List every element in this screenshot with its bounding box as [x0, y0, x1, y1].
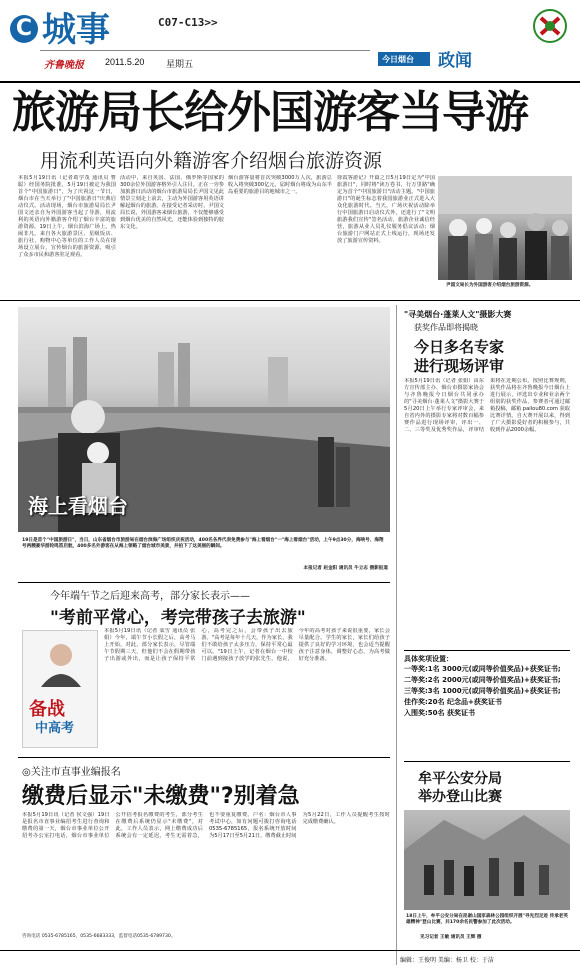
masthead	[0, 0, 580, 82]
edition-label: 今日烟台	[382, 55, 414, 64]
contest-headline-2: 进行现场评审	[414, 357, 505, 375]
climbing-caption: 18日上午，牟平公安分局在昆嵛山国家森林公园组织开展"寻先烈足迹 传承老英雄精神"登山比赛，共170余名民警参加了此次活动。	[406, 914, 568, 926]
exam-headline: "考前平常心，考完带孩子去旅游"	[50, 608, 306, 628]
exam-divider	[18, 582, 390, 583]
right-column-divider	[396, 305, 397, 965]
contest-headline: 今日多名专家	[414, 338, 505, 356]
exam-body: 本报5月19日讯（记者 栾雪 通讯员 张娟）今年，端午节小长假之后，高考马上开始，对此，部分家长表示，尽管端午节假期三天，但他们不会在假期带孩子出游或外出，而是让孩子保持平常心，高考完之后，会带孩子出去旅游。"高考是每年十几天，作为家长，我们不敢给孩子太多压力，保持平常心最可以。"19日上午，记者在烟台一中校门前遇到接孩子放学的张先生，他说，今年的高考对孩子来说很重要，家长会尽量配合。学生的家长，家长们给孩子提供了良好的学习环境，也会适当提醒孩子注意身体，调整好心态，为高考做好充分准备。	[104, 628, 390, 662]
category-label: 政闻	[438, 51, 472, 71]
section-logo-icon: C	[10, 15, 38, 43]
issue-weekday: 星期五	[166, 59, 194, 69]
fee-phone-line: 咨询电话 0535-6785165，0535-6683333，监督电话0535-6789730。	[22, 934, 176, 939]
sea-photo-overlay: 海上看烟台	[28, 494, 128, 518]
climbing-photo	[404, 810, 570, 910]
exam-badge	[22, 630, 98, 748]
prize-row: 入围奖:50名 获奖证书	[404, 709, 475, 717]
lead-column-3: 烟台游客量将首次突破3000万人次，旅游总收入将突破300亿元，届时烟台将成为山东半岛重要的旅游目的地城市之一。	[228, 175, 332, 195]
prize-title: 具体奖项设置：	[404, 655, 453, 663]
section-title: 城事	[42, 10, 110, 50]
prize-row: 一等奖:1名 3000元(或同等价值奖品)+获奖证书;	[404, 665, 561, 673]
sea-photo-credit: 本报记者 赵金阳 通讯员 牛立志 摄影报道	[303, 566, 388, 571]
lead-subheadline: 用流利英语向外籍游客介绍烟台旅游资源	[40, 150, 383, 172]
header-rule	[40, 50, 370, 51]
climbing-headline: 牟平公安分局	[418, 771, 502, 787]
header-divider	[0, 81, 580, 83]
lead-headline: 旅游局长给外国游客当导游	[12, 87, 528, 138]
lead-column-1: 本报5月19日讯（记者葛学茂 通讯员 曹聪）经国务院批准，5月19日被定为我国首个"中国旅游日"，为了庆祝这一节日，烟台市在当天举行了"中国旅游日"庆典启动仪式。活动现场，烟台市旅游局局长尹国文还亲自为外国游客当起了导游，用流利的英语向外籍游客介绍了烟台丰富的旅游资源。19日上午，烟台滨海广场上，热闹非凡。来自各大旅游景区、星级饭店、旅行社、购物中心等单位的工作人员在现场设立展台，宣传烟台的旅游资源，吸引了众多市民和游客驻足观看。	[18, 175, 116, 258]
issue-date: 2011.5.20	[105, 57, 145, 67]
exam-badge-figure-icon	[37, 641, 85, 687]
footer-editor: 编辑：王俊明 美编：杨卫 校：于洁	[400, 957, 494, 964]
lead-divider	[0, 300, 580, 301]
lead-photo-caption: 尹国文局长为外国游客介绍烟台旅游资源。	[446, 283, 534, 288]
prize-row: 三等奖:3名 1000元(或同等价值奖品)+获奖证书;	[404, 687, 561, 695]
contest-kicker: "寻美烟台·蓬莱人文"摄影大赛	[404, 310, 512, 319]
sea-photo-caption: 19日是首个"中国旅游日"，当日，山东省烟台市旅游局在烟台滨海广场组织庆祝活动，400名各界代表免费参与"海上看烟台"一"海上看烟台"活动，上午9点30分，海响号、海翔号两艘豪华游轮鸣笛启航，400多名外游客在从海上领略了烟台城市美景，并拍下了这美丽的瞬间。	[22, 538, 384, 550]
fee-divider	[18, 757, 390, 758]
exam-badge-line1: 备战	[29, 699, 65, 720]
newspaper-name: 齐鲁晚报	[44, 60, 84, 71]
lead-column-2: 活动中，来自英国、法国、俄罗斯等国家的300余位外国游客格外引人注目。正在一旁参加旅游日活动的烟台市旅游局局长尹国文见此情景立刻走上前去，主动为外国游客用英语讲解起烟台的旅游。在接受记者采访时，尹国文局长说，外国游客来烟台旅游，不仅能够感受到烟台优美的自然风光，还能体验到独特的胶东文化。	[120, 175, 224, 230]
prize-row: 二等奖:2名 2000元(或同等价值奖品)+获奖证书;	[404, 676, 561, 684]
fee-body: 本报5月19日讯（记者 侯文强）19日是报名市直事业编招考生进行查询和缴费的第一天，烟台市事业单位公开招考办公室打电话，烟台市事业单位公开招考报名缴费的考生，部分考生在缴费后系统仍显示"未缴费"，对此，工作人员表示，网上缴费成功后系统会有一定延迟，考生无需着急，也不要重复缴费。户名：烟台市人事考试中心，如有问题可拨打咨询电话0535-6785165，报名系统开放时间为5月17日至5月21日，缴费截止时间为5月22日，工作人员提醒考生按时完成缴费确认。	[22, 812, 390, 839]
lead-photo	[438, 176, 572, 280]
page-range: C07-C13>>	[158, 16, 218, 29]
fee-headline: 缴费后显示"未缴费"?别着急	[22, 784, 300, 809]
exam-kicker: 今年端午节之后迎来高考，部分家长表示——	[50, 591, 250, 602]
prize-box	[404, 650, 570, 762]
fee-kicker: ◎关注市直事业编报名	[22, 767, 121, 778]
contest-body: 本报5月19日讯（记者 张娟）由东方宣传部主办、烟台市摄影家协会与齐鲁晚报今日烟台共同承办的"寻美烟台·蓬莱人文"摄影大赛于5月20日上午举行专家评审会，来自省内外的摄影专家将对数百幅参赛作品进行现场评审，评出一、二、三等奖及优秀奖作品，评审结果将在近期公布。按照比赛规则，获奖作品将在齐鲁晚报今日烟台上进行展示，评选出专业和业余两个组别的获奖作品，参赛者可通过邮箱投稿，邮箱 pailou80.com 获取比赛详情。自大赛开展以来，得到了广大摄影爱好者的积极参与，共收到作品2000余幅。	[404, 378, 570, 433]
corner-emblem-icon	[532, 8, 568, 44]
lead-column-4: 徐霞客游记》开篇之日5月19日定为"中国旅游日"，同时将"读万卷书，行万里路"确定为首个"中国旅游日"活动主题。"中国旅游日"的诞生标志着我国旅游业正式进入大众化旅游时代。当天，广场庆祝活动除举行中国旅游日启动仪式外，还进行了"文明旅游我们宣传"签名活动，旅游企业诚信经营，旅游从业人员礼仪服务倡议活动；烟台旅游门户网站正式上线运行，现场还发放了旅游宣传资料。	[337, 175, 435, 244]
exam-badge-line2: 中高考	[35, 721, 75, 736]
footer-rule	[0, 950, 580, 951]
climbing-headline-2: 举办登山比赛	[418, 789, 502, 805]
climbing-credit: 见习记者 王敏 通讯员 王辉 摄	[420, 935, 482, 940]
prize-row: 佳作奖:20名 纪念品+获奖证书	[404, 698, 502, 706]
contest-kicker-2: 获奖作品即将揭晓	[414, 323, 478, 332]
